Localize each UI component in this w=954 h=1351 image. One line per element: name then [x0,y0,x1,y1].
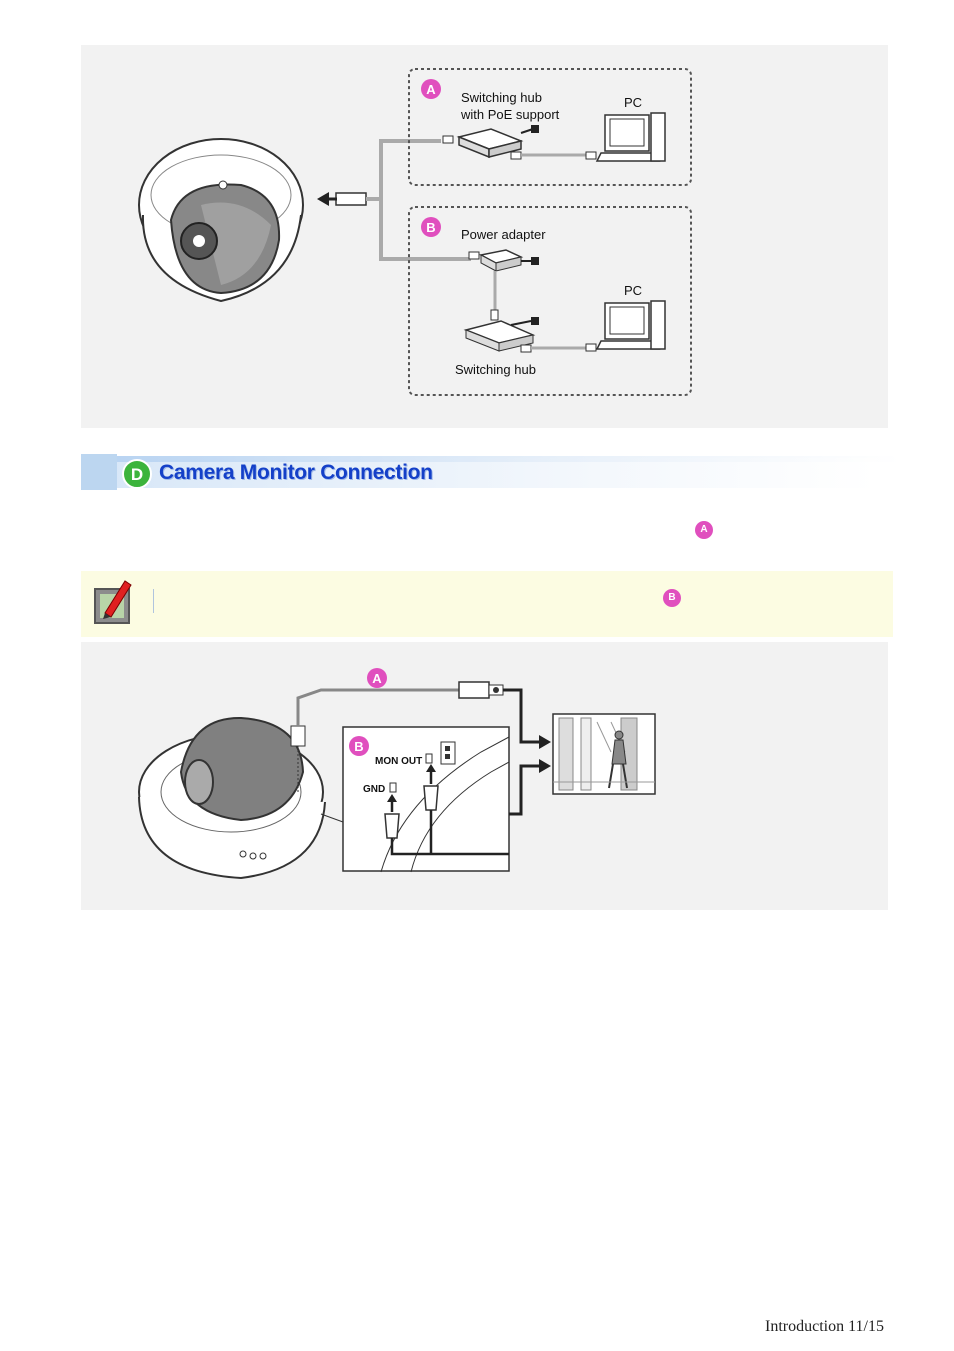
pc-a-label: PC [624,95,643,110]
pc-b-illustration [597,301,665,349]
pencil-note-icon [81,571,151,637]
diagram2-label-b: B [354,739,364,754]
monitor-image [553,714,655,794]
power-adapter-illustration [469,250,539,320]
poe-hub-illustration [443,125,596,159]
hub-poe-label-2: with PoE support [461,107,560,122]
label-b: B [426,220,436,235]
footer-page-number: 11/15 [848,1318,884,1335]
hub-poe-label-1: Switching hub [461,90,542,105]
monitor-diagram-svg [81,642,888,910]
switching-hub-label: Switching hub [455,362,536,377]
dome-camera-illustration [139,139,303,301]
open-dome-camera-illustration [139,718,325,878]
label-a: A [426,82,436,97]
note-marker-b-badge: B [663,589,681,607]
network-connection-diagram [81,45,888,428]
pc-b-label: PC [624,283,643,298]
monitor-connection-diagram [81,642,888,910]
option-b-box [409,207,691,395]
marker-a-badge: A [695,521,713,539]
network-diagram-svg [81,45,888,428]
page-footer [765,1318,888,1336]
section-letter: D [130,465,144,484]
note-divider [153,589,154,613]
section-title: Camera Monitor Connection [159,461,433,484]
switching-hub-illustration [466,317,596,352]
mon-out-label: MON OUT [375,756,423,767]
gnd-label: GND [363,784,386,795]
power-adapter-label: Power adapter [461,227,546,242]
note-box [81,571,893,637]
footer-section: Introduction [765,1318,845,1335]
pc-a-illustration [597,113,665,161]
diagram2-label-a: A [372,671,382,686]
